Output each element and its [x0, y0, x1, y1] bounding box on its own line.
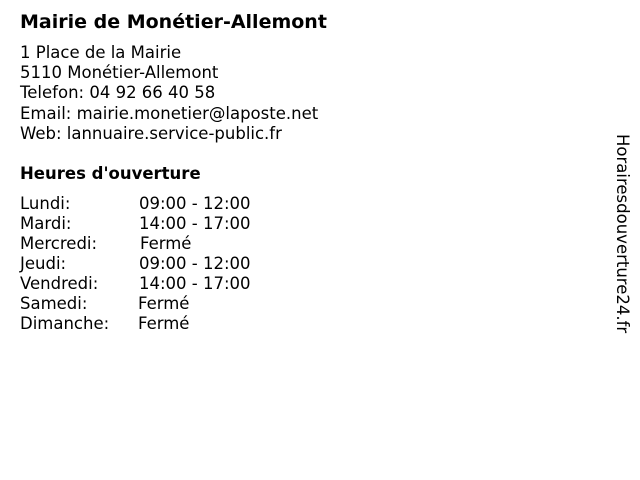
- hours-heading: Heures d'ouverture: [20, 164, 201, 183]
- day-label: Mercredi:: [20, 234, 98, 253]
- day-label: Dimanche:: [20, 314, 110, 333]
- day-label: Vendredi:: [20, 274, 99, 293]
- street-address: 1 Place de la Mairie: [20, 43, 182, 62]
- time-value: 14:00 - 17:00: [139, 214, 251, 233]
- time-value: Fermé: [140, 234, 192, 253]
- email-address: Email: mairie.monetier@laposte.net: [20, 103, 319, 123]
- page-title: Mairie de Monétier-Allemont: [20, 11, 327, 33]
- time-value: 09:00 - 12:00: [139, 254, 251, 273]
- time-value: 09:00 - 12:00: [139, 194, 251, 213]
- website-address: Web: lannuaire.service-public.fr: [20, 123, 282, 143]
- day-label: Jeudi:: [20, 254, 67, 273]
- address-block: [20, 43, 318, 144]
- day-label: Lundi:: [20, 194, 71, 213]
- time-value: 14:00 - 17:00: [139, 274, 251, 293]
- side-brand-text: Horairesdouverture24.fr: [613, 134, 632, 334]
- business-card: [20, 0, 600, 480]
- side-brand-watermark: [604, 134, 634, 374]
- phone-number: Telefon: 04 92 66 40 58: [20, 83, 216, 103]
- time-value: Fermé: [138, 314, 190, 333]
- day-label: Mardi:: [20, 214, 72, 233]
- day-label: Samedi:: [20, 294, 88, 313]
- city-address: 5110 Monétier-Allemont: [20, 63, 219, 83]
- time-value: Fermé: [138, 294, 190, 313]
